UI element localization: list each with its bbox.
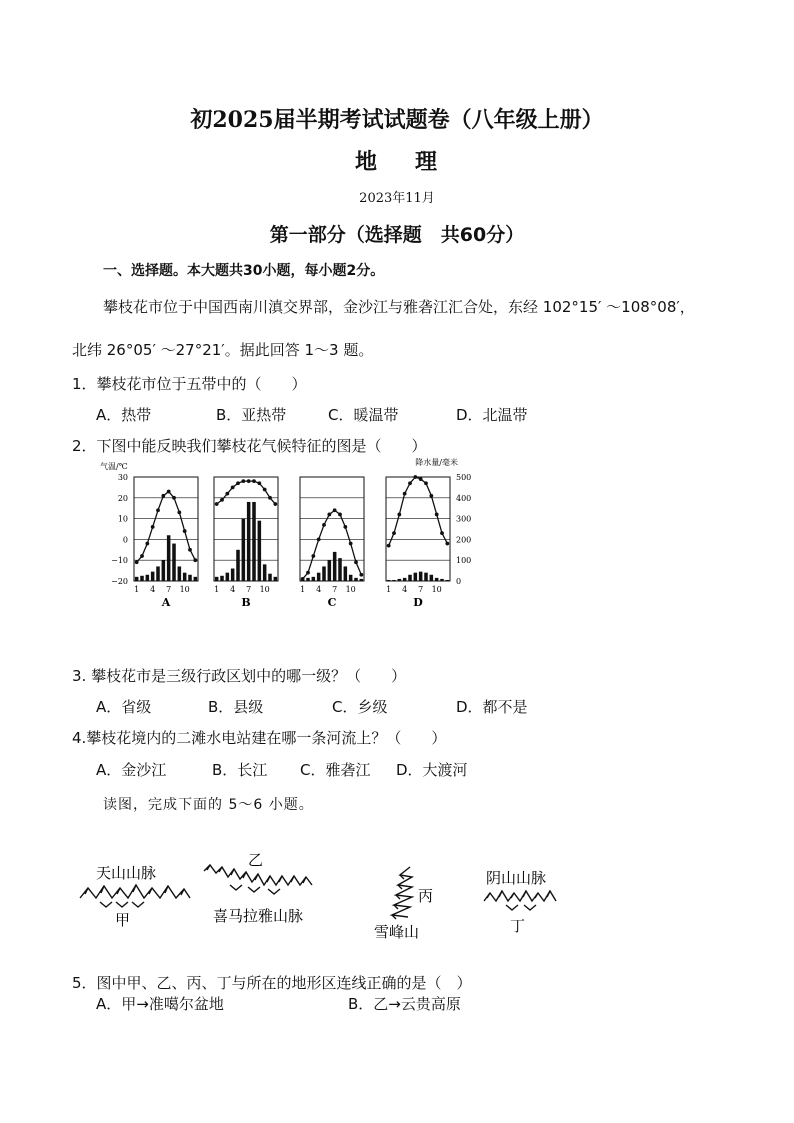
month-tick-label: 1 (134, 585, 140, 594)
q4-option-a[interactable]: A．金沙江 (96, 761, 167, 779)
temp-point (429, 494, 433, 498)
month-tick-label: 10 (259, 585, 270, 594)
temp-point (231, 486, 235, 490)
precip-bar (242, 519, 246, 581)
precip-bar (328, 560, 332, 581)
temp-point (193, 558, 197, 562)
precip-bar (424, 573, 428, 581)
temp-point (311, 554, 315, 558)
temp-point (306, 571, 310, 575)
precip-bar (247, 502, 251, 581)
subject-title (0, 145, 794, 176)
precip-bar (317, 573, 321, 581)
temp-point (424, 481, 428, 485)
month-tick-label: 7 (246, 585, 252, 594)
label-ding: 丁 (510, 917, 526, 935)
precip-bar (338, 558, 342, 581)
temp-point (392, 531, 396, 535)
precip-bar (354, 578, 358, 581)
precip-bar (446, 580, 450, 581)
chart-label: B (241, 596, 251, 609)
mountain-map (70, 845, 570, 945)
month-tick-label: 7 (166, 585, 172, 594)
precip-bar (322, 566, 326, 581)
q4-option-b[interactable]: B．长江 (212, 761, 268, 779)
temp-point (327, 513, 331, 517)
read-map-instruction: 读图，完成下面的 5～6 小题。 (103, 797, 314, 813)
temp-point (252, 479, 256, 483)
yinshan-range-symbol (484, 891, 556, 910)
temp-point (188, 548, 192, 552)
himalaya-range-symbol (204, 865, 312, 894)
label-xuefeng: 雪峰山 (374, 923, 420, 941)
q3-option-d[interactable]: D．都不是 (456, 698, 528, 716)
month-tick-label: 1 (300, 585, 306, 594)
temp-line (137, 492, 196, 563)
precip-bar (135, 577, 139, 581)
month-tick-label: 4 (150, 585, 156, 594)
precip-bar (414, 573, 418, 581)
month-tick-label: 4 (316, 585, 322, 594)
intro-line-1: 攀枝花市位于中国西南川滇交界部，金沙江与雅砻江汇合处，东经 102°15′ ～108°08′， (103, 298, 695, 316)
precip-tick-label: 0 (456, 577, 462, 586)
xuefeng-range-symbol (392, 867, 412, 919)
precip-tick-label: 300 (456, 514, 472, 524)
precip-bar (435, 578, 439, 581)
q1-option-a[interactable]: A．热带 (96, 406, 152, 424)
precip-bar (263, 564, 267, 581)
temp-point (247, 479, 251, 483)
temp-point (322, 523, 326, 527)
label-bing: 丙 (418, 887, 434, 905)
precip-bar (156, 566, 160, 581)
precip-bar (151, 572, 155, 581)
precip-bar (312, 577, 316, 581)
part-heading: 第一部分（选择题 共60分） (269, 224, 525, 246)
precip-bar (252, 502, 256, 581)
chart-label: C (327, 596, 337, 609)
temp-point (241, 479, 245, 483)
q1-option-d[interactable]: D．北温带 (456, 406, 528, 424)
subject-char-1: 地 (354, 149, 379, 175)
precip-bar (146, 575, 150, 581)
precip-bar (349, 575, 353, 581)
temp-point (161, 494, 165, 498)
q4-option-c[interactable]: C．雅砻江 (300, 761, 371, 779)
temp-point (156, 508, 160, 512)
precip-bar (268, 574, 272, 581)
question-2-stem: 2．下图中能反映我们攀枝花气候特征的图是（ ） (72, 437, 427, 455)
precip-bar (430, 575, 434, 581)
precip-bar (274, 577, 278, 581)
temp-point (183, 529, 187, 533)
temp-line (389, 477, 448, 546)
temp-tick-label: 10 (117, 514, 128, 524)
temp-point (172, 496, 176, 500)
section-heading: 一、选择题。本大题共30小题，每小题2分。 (103, 263, 385, 279)
question-5-stem: 5．图中甲、乙、丙、丁与所在的地形区连线正确的是（ ） (72, 974, 472, 992)
temp-point (343, 525, 347, 529)
month-tick-label: 10 (431, 585, 442, 594)
temp-point (419, 477, 423, 481)
month-tick-label: 10 (179, 585, 190, 594)
precip-bar (344, 566, 348, 581)
month-tick-label: 10 (345, 585, 356, 594)
precip-bar (140, 576, 144, 581)
precip-tick-label: 500 (456, 473, 472, 482)
precip-bar (231, 569, 235, 581)
temp-point (435, 513, 439, 517)
label-jia: 甲 (115, 911, 131, 929)
temp-point (408, 481, 412, 485)
temp-point (177, 510, 181, 514)
precip-bar (194, 577, 198, 581)
temp-point (354, 560, 358, 564)
climate-charts (100, 455, 490, 615)
temp-point (263, 488, 267, 492)
q5-option-b[interactable]: B．乙→云贵高原 (348, 995, 461, 1013)
precip-tick-label: 100 (456, 556, 472, 566)
label-tianshan: 天山山脉 (96, 864, 157, 882)
q1-option-c[interactable]: C．暖温带 (328, 406, 399, 424)
month-tick-label: 7 (332, 585, 338, 594)
question-4-stem: 4.攀枝花境内的二滩水电站建在哪一条河流上？（ ） (72, 729, 447, 747)
temp-point (397, 513, 401, 517)
temp-point (236, 481, 240, 485)
temp-point (413, 475, 417, 479)
precip-bar (440, 579, 444, 581)
month-tick-label: 1 (214, 585, 220, 594)
temp-point (440, 531, 444, 535)
month-tick-label: 4 (402, 585, 408, 594)
exam-title: 初2025届半期考试试题卷（八年级上册） (190, 107, 604, 133)
temp-point (403, 492, 407, 496)
temp-line (217, 481, 276, 504)
month-tick-label: 7 (418, 585, 424, 594)
precip-bar (408, 575, 412, 581)
chart-frame (300, 477, 364, 581)
temp-point (333, 508, 337, 512)
month-tick-label: 1 (386, 585, 392, 594)
subject-char-2: 理 (414, 149, 439, 175)
intro-line-2: 北纬 26°05′ ～27°21′。据此回答 1～3 题。 (72, 341, 374, 359)
label-himalaya: 喜马拉雅山脉 (213, 907, 304, 925)
temp-axis-label: 气温/℃ (100, 462, 128, 471)
q3-option-b[interactable]: B．县级 (208, 698, 264, 716)
q4-option-d[interactable]: D．大渡河 (396, 761, 468, 779)
label-yi: 乙 (248, 851, 264, 869)
precip-bar (167, 535, 171, 581)
precip-bar (258, 521, 262, 581)
temp-point (220, 498, 224, 502)
q1-option-b[interactable]: B．亚热带 (216, 406, 287, 424)
precip-bar (226, 573, 230, 581)
q5-option-a[interactable]: A．甲→准噶尔盆地 (96, 995, 224, 1013)
precip-tick-label: 200 (456, 535, 472, 545)
temp-point (387, 544, 391, 548)
precip-axis-label: 降水量/毫米 (415, 458, 458, 467)
precip-bar (188, 575, 192, 581)
precip-bar (183, 573, 187, 581)
precip-bar (178, 566, 182, 581)
precip-bar (215, 577, 219, 581)
month-tick-label: 4 (230, 585, 236, 594)
temp-point (445, 542, 449, 546)
question-3-stem: 3. 攀枝花市是三级行政区划中的哪一级？（ ） (72, 667, 407, 685)
precip-bar (220, 576, 224, 581)
temp-point (273, 502, 277, 506)
chart-frame (134, 477, 198, 581)
temp-point (338, 513, 342, 517)
precip-bar (419, 572, 423, 581)
temp-point (225, 492, 229, 496)
temp-point (359, 573, 363, 577)
precip-bar (333, 552, 337, 581)
temp-point (257, 481, 261, 485)
precip-bar (162, 560, 166, 581)
precip-bar (236, 550, 240, 581)
precip-tick-label: 400 (456, 493, 472, 503)
q3-option-c[interactable]: C．乡级 (332, 698, 388, 716)
temp-point (145, 542, 149, 546)
precip-bar (392, 580, 396, 581)
temp-point (167, 490, 171, 494)
precip-bar (403, 578, 407, 581)
precip-bar (398, 579, 402, 581)
temp-point (140, 554, 144, 558)
temp-tick-label: 0 (122, 535, 128, 545)
question-1-stem: 1．攀枝花市位于五带中的（ ） (72, 375, 307, 393)
temp-line (303, 510, 362, 579)
temp-point (317, 538, 321, 542)
chart-label: D (413, 596, 423, 609)
precip-bar (306, 578, 310, 581)
precip-bar (172, 544, 176, 581)
label-yinshan: 阴山山脉 (486, 869, 547, 887)
q3-option-a[interactable]: A．省级 (96, 698, 152, 716)
chart-frame (214, 477, 278, 581)
tianshan-range-symbol (80, 885, 190, 907)
temp-point (135, 560, 139, 564)
exam-date: 2023年11月 (359, 191, 435, 206)
temp-point (151, 525, 155, 529)
temp-tick-label: 30 (117, 473, 128, 482)
chart-label: A (161, 596, 171, 609)
temp-point (215, 502, 219, 506)
temp-point (268, 496, 272, 500)
temp-tick-label: 20 (117, 493, 128, 503)
temp-tick-label: −10 (111, 556, 128, 566)
temp-tick-label: −20 (111, 577, 128, 586)
temp-point (301, 577, 305, 581)
precip-bar (360, 579, 364, 581)
precip-bar (387, 580, 391, 581)
temp-point (349, 542, 353, 546)
